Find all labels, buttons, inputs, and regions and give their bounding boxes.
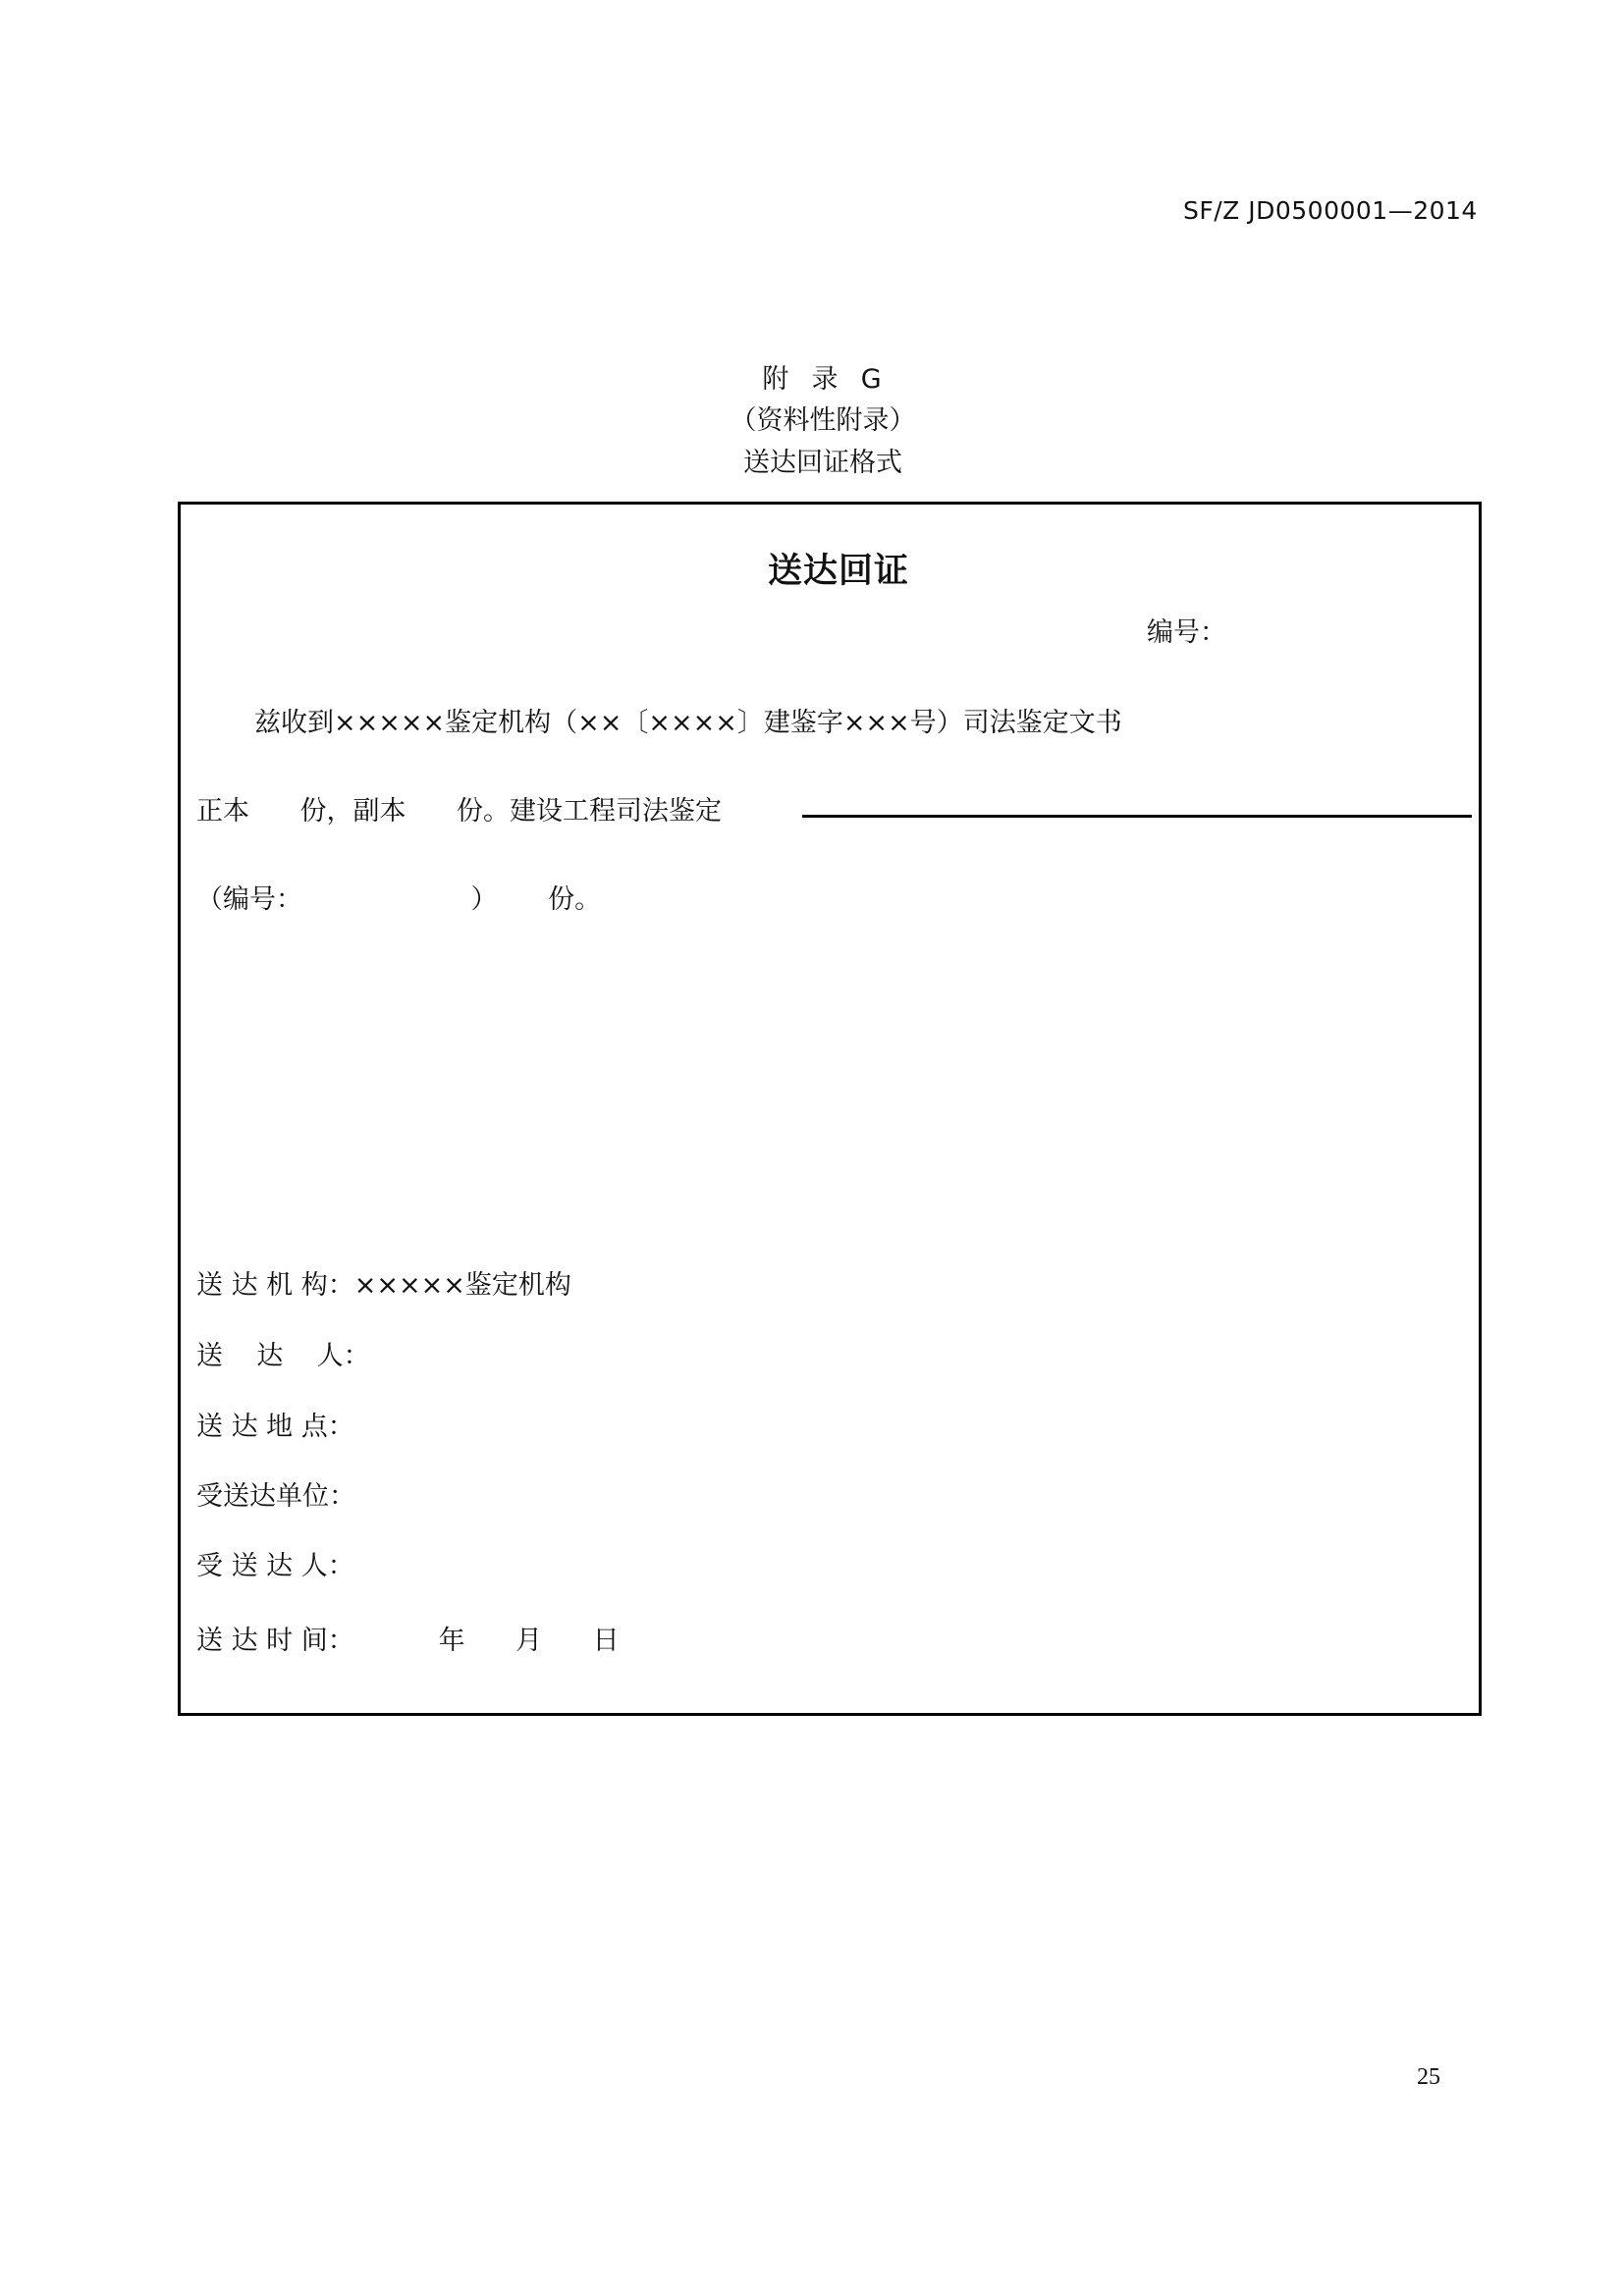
serial-number-label: 编号： bbox=[1147, 617, 1226, 648]
field-label: 受送达单位： bbox=[196, 1481, 355, 1512]
page-number: 25 bbox=[1417, 2064, 1440, 2090]
appendix-name: 送达回证格式 bbox=[743, 448, 902, 478]
field-label: 送 达 人： bbox=[196, 1341, 370, 1371]
field-label: 送 达 时 间： bbox=[196, 1626, 354, 1656]
field-label: 受 送 达 人： bbox=[196, 1551, 354, 1581]
receipt-statement-line-2: 正本 份，副本 份。建设工程司法鉴定 bbox=[196, 796, 722, 827]
form-title: 送达回证 bbox=[767, 552, 909, 591]
standard-code: SF/Z JD0500001—2014 bbox=[1183, 196, 1478, 225]
field-value: ×××××鉴定机构 bbox=[353, 1270, 571, 1301]
project-name-blank-line bbox=[802, 815, 1472, 818]
delivery-receipt-form bbox=[178, 502, 1482, 1716]
field-delivery-location bbox=[196, 1405, 354, 1443]
appendix-title: 附 录 G bbox=[762, 364, 884, 395]
field-recipient bbox=[196, 1544, 354, 1582]
field-value: 年 月 日 bbox=[353, 1626, 620, 1656]
receipt-statement-line-1: 兹收到×××××鉴定机构（××〔××××〕建鉴字×××号）司法鉴定文书 bbox=[254, 708, 1122, 738]
appendix-subtitle: （资料性附录） bbox=[730, 405, 916, 436]
field-deliverer bbox=[196, 1334, 370, 1372]
field-delivery-agency bbox=[196, 1263, 571, 1302]
field-recipient-unit bbox=[196, 1474, 355, 1513]
field-label: 送 达 地 点： bbox=[196, 1412, 354, 1442]
field-delivery-time bbox=[196, 1619, 620, 1657]
receipt-statement-line-3: （编号： ） 份。 bbox=[196, 884, 602, 915]
field-label: 送 达 机 构： bbox=[196, 1270, 354, 1301]
